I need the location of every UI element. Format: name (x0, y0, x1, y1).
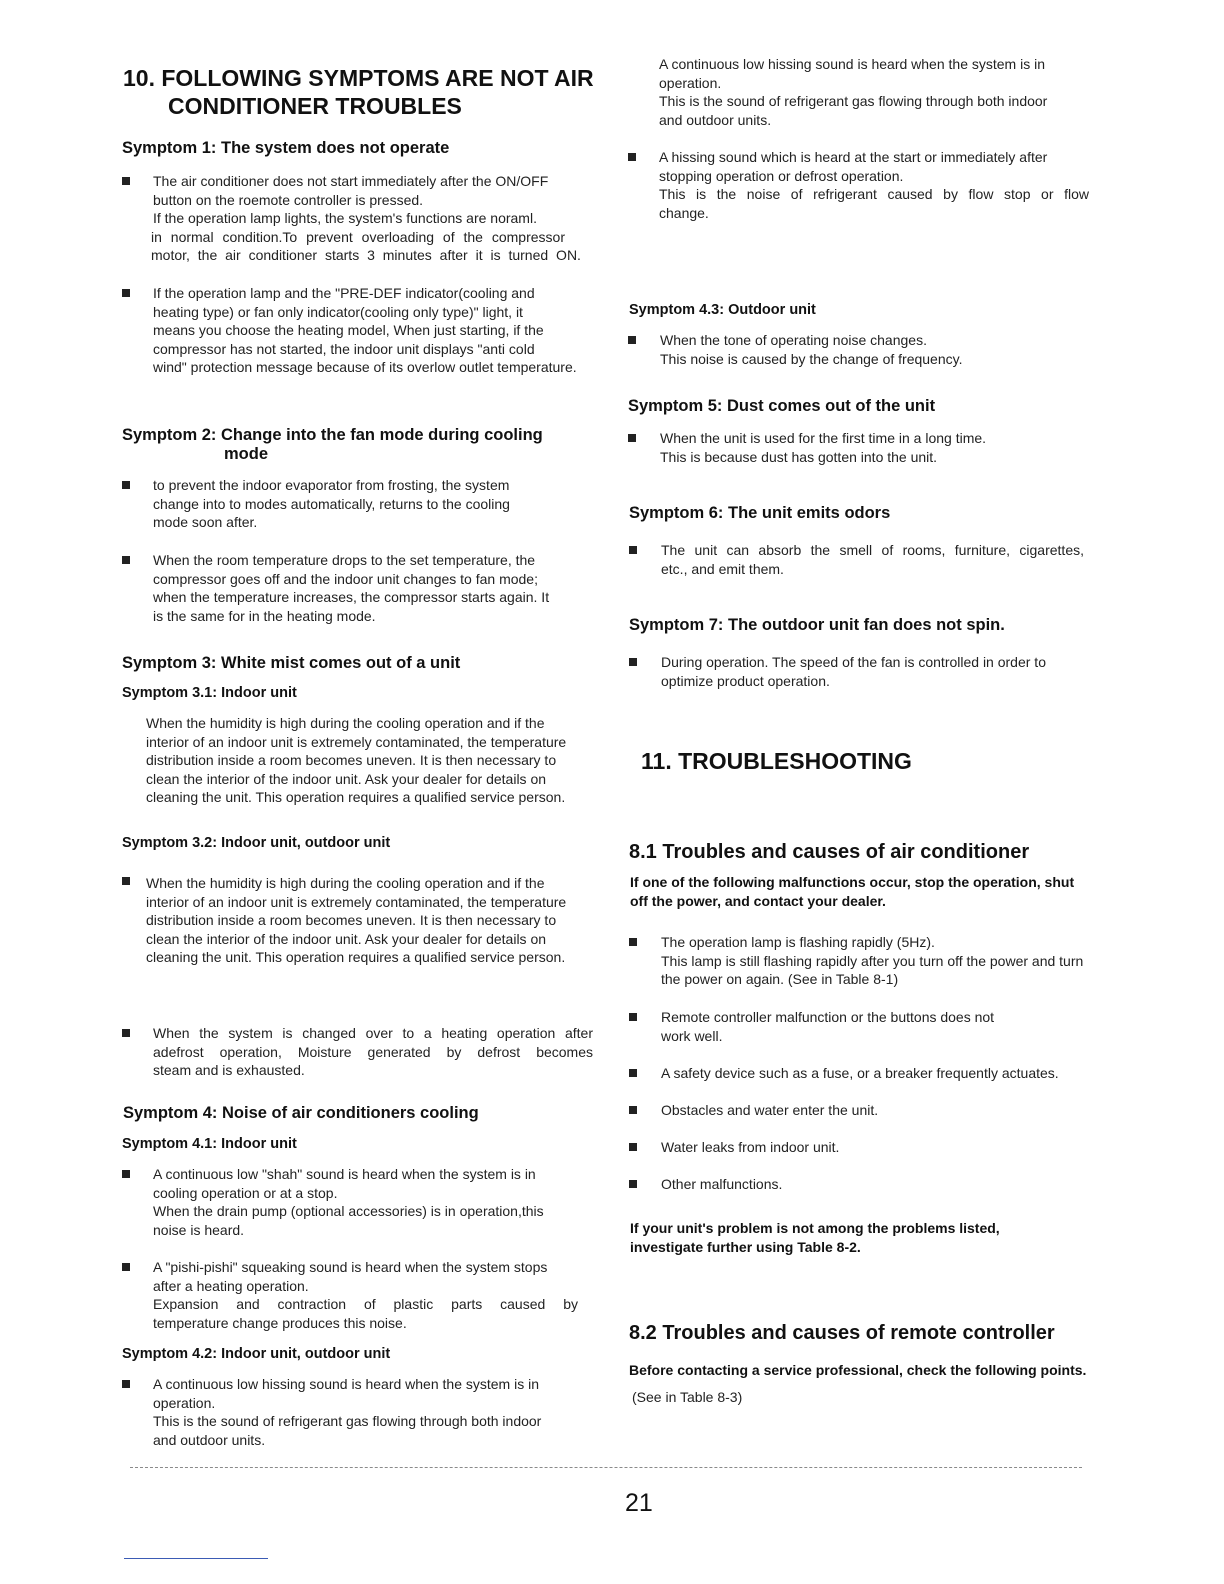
symptom-4-1-heading: Symptom 4.1: Indoor unit (122, 1136, 297, 1152)
malfunction-item: Remote controller malfunction or the buttons does not work well. (661, 1009, 995, 1044)
symptom-6-bullet-1: The unit can absorb the smell of rooms, furniture, cigarettes, etc., and emit them. (661, 542, 1084, 577)
malfunction-item: A safety device such as a fuse, or a breaker frequently actuates. (661, 1065, 1059, 1081)
bullet-icon (629, 1069, 637, 1077)
symptom-1-heading: Symptom 1: The system does not operate (122, 139, 450, 157)
bullet-icon (122, 289, 130, 297)
bullet-icon (629, 1106, 637, 1114)
bullet-icon (629, 938, 637, 946)
bullet-icon (629, 546, 637, 554)
symptom-2-bullet-2: When the room temperature drops to the set temperature, the compressor goes off and the indoor unit changes to fan mode; when the temperature increases, the compressor starts again. It is the same for in the heating mode. (153, 552, 550, 624)
bullet-icon (628, 434, 636, 442)
bullet-icon (628, 153, 636, 161)
bullet-icon (122, 1029, 130, 1037)
symptom-4-2-bullet-2: A hissing sound which is heard at the start or immediately after stopping operation or defrost operation. This is the noise of refrigerant caused by flow stop or flow change. (659, 149, 1089, 221)
symptom-5-heading: Symptom 5: Dust comes out of the unit (628, 397, 936, 415)
bullet-icon (122, 177, 130, 185)
symptom-4-1-bullet-2: A "pishi-pishi" squeaking sound is heard when the system stops after a heating operation. Expansion and contraction of plastic parts caused by temperature change produces this noise. (153, 1259, 578, 1331)
symptom-1-bullet-1: The air conditioner does not start immediately after the ON/OFF button on the roemote controller is pressed. If the operation lamp lights, the system's functions are noraml. in normal condition.To prevent overloading of the compressor motor, the air conditioner starts 3 minutes after it is turned ON. (151, 173, 581, 263)
section-8-2-intro: Before contacting a service professional, check the following points. (629, 1362, 1087, 1378)
symptom-4-2-bullet-1: A continuous low hissing sound is heard when the system is in operation. This is the sound of refrigerant gas flowing through both indoor and outdoor units. (153, 1376, 542, 1448)
symptom-7-bullet-1: During operation. The speed of the fan is controlled in order to optimize product operation. (661, 654, 1046, 689)
section-10-title (123, 64, 623, 120)
symptom-3-1-text: When the humidity is high during the cooling operation and if the interior of an indoor unit is extremely contaminated, the temperature distribution inside a room becomes uneven. It is then necessary to clean the interior of the indoor unit. Ask your dealer for details on cleaning the unit. This operation requires a qualified service person. (146, 715, 567, 805)
malfunction-item: Other malfunctions. (661, 1176, 783, 1192)
symptom-6-heading: Symptom 6: The unit emits odors (629, 504, 891, 522)
symptom-3-2-heading: Symptom 3.2: Indoor unit, outdoor unit (122, 835, 391, 851)
bullet-icon (629, 1143, 637, 1151)
section-10-title-line2: CONDITIONER TROUBLES (168, 93, 462, 119)
section-8-2-title: 8.2 Troubles and causes of remote controller (629, 1322, 1055, 1344)
bullet-icon (629, 1013, 637, 1021)
page-number: 21 (625, 1489, 653, 1517)
bullet-icon (122, 1263, 130, 1271)
section-11-title: 11. TROUBLESHOOTING (641, 748, 912, 774)
bullet-icon (122, 1170, 130, 1178)
symptom-4-2-continued-text: A continuous low hissing sound is heard when the system is in operation. This is the sound of refrigerant gas flowing through both indoor and outdoor units. (659, 56, 1048, 128)
section-8-1-outro: If your unit's problem is not among the problems listed, investigate further using Table 8-2. (630, 1220, 1000, 1255)
symptom-2-heading: Symptom 2: Change into the fan mode during cooling mode (122, 426, 543, 463)
bullet-icon (629, 1180, 637, 1188)
section-8-1-intro: If one of the following malfunctions occur, stop the operation, shut off the power, and contact your dealer. (630, 874, 1075, 909)
symptom-4-3-bullet-1: When the tone of operating noise changes. This noise is caused by the change of frequency. (660, 332, 963, 367)
symptom-2-bullet-1: to prevent the indoor evaporator from frosting, the system change into to modes automatically, returns to the cooling mode soon after. (153, 477, 510, 530)
symptom-4-2-heading: Symptom 4.2: Indoor unit, outdoor unit (122, 1346, 391, 1362)
footer-blue-rule (124, 1558, 268, 1559)
symptom-3-heading: Symptom 3: White mist comes out of a unit (122, 654, 461, 672)
section-10-title-line1: 10. FOLLOWING SYMPTOMS ARE NOT AIR (123, 65, 594, 91)
symptom-1-bullet-2: If the operation lamp and the "PRE-DEF indicator(cooling and heating type) or fan only indicator(cooling only type)" light, it means you choose the heating model, When just starting, if the compressor has not started, the indoor unit displays "anti cold wind" protection message because of its overlow outlet temperature. (153, 285, 577, 375)
section-8-2-note: (See in Table 8-3) (632, 1389, 743, 1405)
bullet-icon (122, 1380, 130, 1388)
malfunction-item: Water leaks from indoor unit. (661, 1139, 840, 1155)
section-8-1-title: 8.1 Troubles and causes of air conditioner (629, 841, 1030, 863)
symptom-7-heading: Symptom 7: The outdoor unit fan does not spin. (629, 616, 1005, 634)
symptom-5-bullet-1: When the unit is used for the first time in a long time. This is because dust has gotten into the unit. (660, 430, 987, 465)
symptom-4-heading: Symptom 4: Noise of air conditioners cooling (123, 1104, 479, 1122)
malfunction-item: The operation lamp is flashing rapidly (5Hz). This lamp is still flashing rapidly after you turn off the power and turn the power on again. (See in Table 8-1) (661, 934, 1084, 987)
symptom-3-2-bullet-1: When the humidity is high during the cooling operation and if the interior of an indoor unit is extremely contaminated, the temperature distribution inside a room becomes uneven. It is then necessary to clean the interior of the indoor unit. Ask your dealer for details on cleaning the unit. This operation requires a qualified service person. (146, 875, 567, 965)
bullet-icon (122, 877, 130, 885)
bullet-icon (122, 556, 130, 564)
symptom-4-3-heading: Symptom 4.3: Outdoor unit (629, 302, 816, 318)
footer-divider (130, 1467, 1082, 1468)
malfunction-item: Obstacles and water enter the unit. (661, 1102, 879, 1118)
bullet-icon (122, 481, 130, 489)
bullet-icon (629, 658, 637, 666)
bullet-icon (628, 336, 636, 344)
symptom-4-1-bullet-1: A continuous low "shah" sound is heard when the system is in cooling operation or at a stop. When the drain pump (optional accessories) is in operation,this noise is heard. (153, 1166, 544, 1238)
symptom-3-2-bullet-2: When the system is changed over to a heating operation after adefrost operation, Moisture generated by defrost becomes steam and is exhausted. (153, 1025, 593, 1078)
symptom-3-1-heading: Symptom 3.1: Indoor unit (122, 685, 297, 701)
